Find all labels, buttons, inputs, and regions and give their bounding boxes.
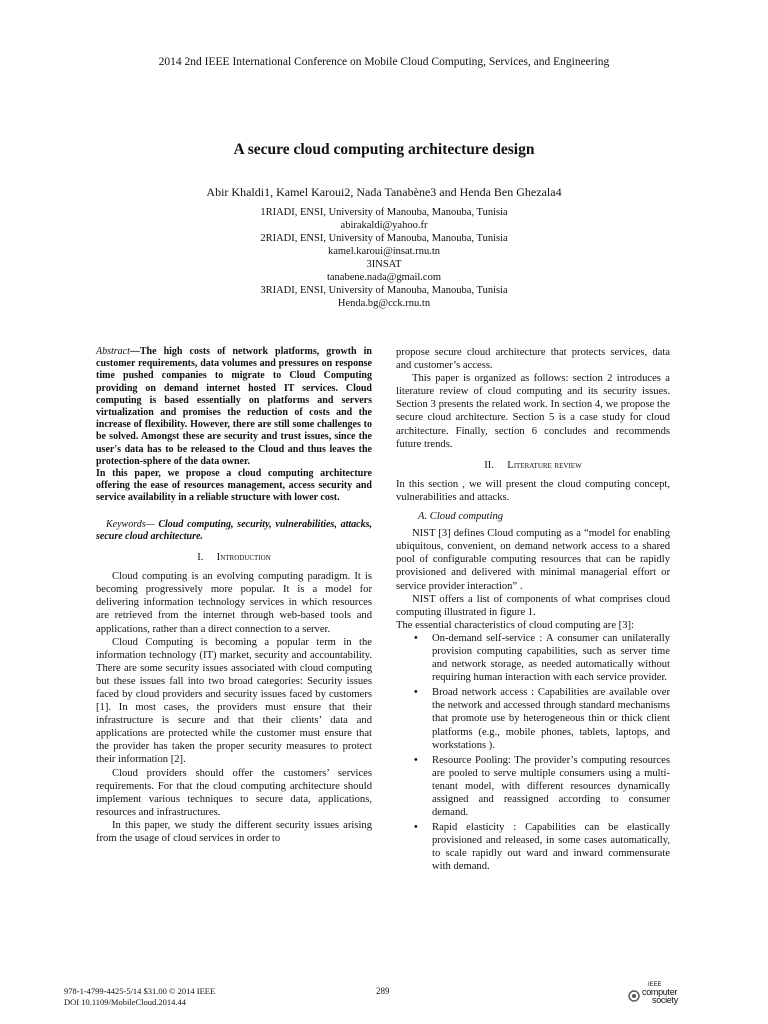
paragraph: The essential characteristics of cloud computing are [3]: [396,619,634,631]
paragraph: NIST [3] defines Cloud computing as a “model for enabling ubiquitous, convenient, on demand network access to a shared pool of configurable computing resources that can be rapidly provisioned and delivered with minimal managerial effort or service provider interaction” . [396,528,670,592]
section-heading-introduction [96,551,372,564]
conference-header: 2014 2nd IEEE International Conference on Mobile Cloud Computing, Services, and Engineering [158,56,610,68]
affiliation-line: 3RIADI, ENSI, University of Manouba, Manouba, Tunisia [260,285,508,296]
keywords-text: Cloud computing, security, vulnerabilities, attacks, secure cloud architecture. [96,518,372,542]
logo-ieee-text: IEEE [648,982,662,988]
page-number: 289 [376,986,390,996]
affiliations [0,206,768,310]
subsection-heading-cloud-computing: A. Cloud computing [418,511,504,523]
paragraph: Cloud Computing is becoming a popular term in the information technology (IT) market, security and accountability. There are some security issues associated with cloud computing but these issues fall into two broad categories: Security issues faced by cloud providers and security issues faced by customers [1]. In most cases, the providers must ensure that their infrastructure is secure and that their clients’ data and applications are protected while the customer must ensure that the provider has taken the proper security measures to protect their information [2]. [96,636,372,766]
paper-title: A secure cloud computing architecture design [233,141,535,158]
section-heading-literature-review [396,459,670,472]
abstract-body: The high costs of network platforms, growth in customer requirements, data volumes and pressures on response time pushed companies to migrate to Cloud Computing providing on demand internet hosted IT services. Cloud computing is based essentially on platforms and servers virtualization and promises the reduction of costs and the increase of flexibility. However, there are still some challenges to be solved. Amongst these are security and trust issues, since the user's data has to be released to the Cloud and thus leaves the protection-sphere of the data owner. [96,346,372,467]
logo-society-text [642,988,678,1004]
list-item-text: On-demand self-service : A consumer can unilaterally provision computing capabilities, such as server time and network storage, as needed automatically without requiring human interaction with each service provider. [432,632,670,684]
right-column [396,346,670,876]
paragraph: In this section , we will present the cloud computing concept, vulnerabilities and attacks. [396,478,670,503]
list-item-text: Broad network access : Capabilities are available over the network and accessed through standard mechanisms that promote use by heterogeneous thin or thick client platforms (e.g., mobile phones, tablets, laptops, and workstations ). [432,687,670,751]
affiliation-line: 3INSAT [366,259,402,270]
paragraph: In this paper, we study the different security issues arising from the usage of cloud services in order to [96,819,372,845]
abstract [96,346,372,468]
affiliation-line: 2RIADI, ENSI, University of Manouba, Manouba, Tunisia [260,233,508,244]
affiliation-line: 1RIADI, ENSI, University of Manouba, Manouba, Tunisia [260,207,508,218]
list-item-text: Resource Pooling: The provider’s computing resources are pooled to serve multiple consumers using a multi-tenant model, with different resources dynamically assigned and reassigned according to consumer demand. [432,754,670,819]
bullet-icon: • [414,754,418,766]
email-line: Henda.bg@cck.rnu.tn [337,298,431,309]
paragraph: Cloud computing is an evolving computing paradigm. It is becoming progressively more popular. It is a model for delivering information technology services in which resources are retrieved from the internet through web-based tools and applications, rather than a direct connection to a server. [96,571,372,635]
list-item-text: Rapid elasticity : Capabilities can be elastically provisioned and released, in some cases automatically, to scale rapidly out ward and inward commensurate with demand. [432,822,670,873]
footer-copyright [64,986,215,1008]
logo-line-computer: computer [642,987,678,997]
bullet-icon: • [414,687,418,699]
list-item [396,754,670,819]
left-column [96,346,372,845]
keywords [96,519,372,543]
list-item [396,821,670,873]
section-title: Introduction [216,552,271,564]
abstract-dash: — [129,346,140,357]
paragraph: This paper is organized as follows: section 2 introduces a literature review of cloud computing and its security issues. Section 3 presents the related work. In section 4, we propose the secure cloud architecture. Section 5 is a case study for cloud architecture. Finally, section 6 concludes and recommends future trends. [396,373,670,450]
section-number: I. [197,552,204,564]
bullet-icon: • [414,822,418,834]
list-item [396,686,670,751]
doi-line: DOI 10.1109/MobileCloud.2014.44 [64,997,186,1007]
abstract-paragraph-2: In this paper, we propose a cloud computing architecture offering the ease of resources management, access security and service availability in a reliable structure with lower cost. [96,468,372,504]
paragraph: Cloud providers should offer the customers’ services requirements. For that the cloud computing architecture should implement various techniques to secure data, applications, resources and infrastructures. [96,767,372,818]
paragraph: propose secure cloud architecture that protects services, data and customer’s access. [396,347,670,372]
computer-society-logo [626,982,696,1006]
email-line: tanabene.nada@gmail.com [326,272,442,283]
bullet-icon: • [414,632,418,644]
logo-mark-icon [628,990,640,1002]
section-title: Literature review [507,459,582,471]
paragraph: NIST offers a list of components of what comprises cloud computing illustrated in figure 1. [396,593,670,618]
author-list: Abir Khaldi1, Kamel Karoui2, Nada Tanabène3 and Henda Ben Ghezala4 [206,185,562,199]
abstract-label: Abstract [96,346,130,357]
section-number: II. [484,459,494,471]
characteristics-list [396,632,670,874]
email-line: abirakaldi@yahoo.fr [340,220,428,231]
keywords-label: Keywords— [106,518,155,530]
email-line: kamel.karoui@insat.rnu.tn [327,246,441,257]
isbn-line: 978-1-4799-4425-5/14 $31.00 © 2014 IEEE [64,986,216,996]
list-item [396,632,670,684]
logo-line-society: society [652,995,678,1005]
